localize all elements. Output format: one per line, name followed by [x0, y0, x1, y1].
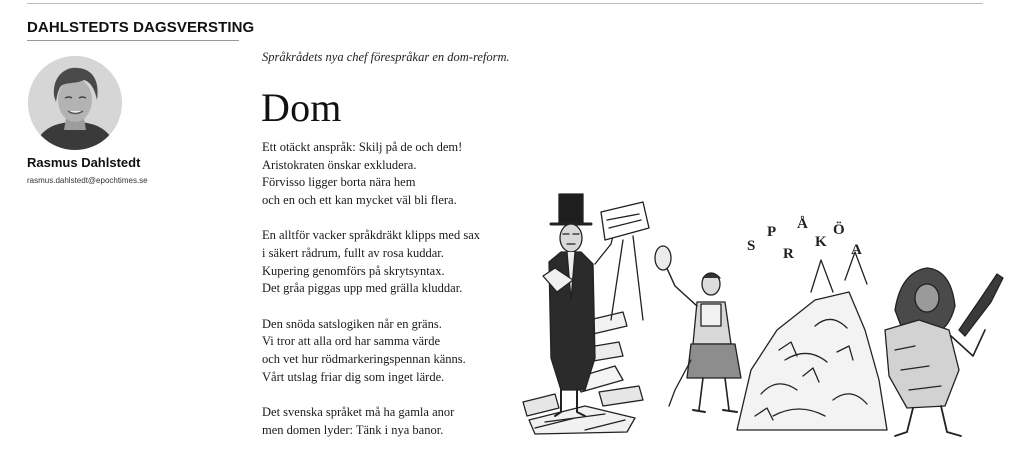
stanza	[262, 404, 512, 439]
poem-line: Vi tror att alla ord har samma värde	[262, 334, 440, 349]
author-avatar	[28, 56, 122, 150]
poem-line: och vet hur rödmarkeringspennan känns.	[262, 351, 466, 366]
top-rule	[27, 3, 983, 4]
top-hat	[559, 194, 583, 224]
poem-line: Ett otäckt anspråk: Skilj på de och dem!	[262, 140, 463, 154]
flying-letter: Å	[797, 216, 808, 232]
poem-line: Det svenska språket må ha gamla anor	[262, 405, 455, 420]
poem-line: Vårt utslag friar dig som inget lärde.	[262, 369, 445, 384]
poem-line: men domen lyder: Tänk i nya banor.	[262, 422, 444, 437]
stanza	[262, 316, 512, 386]
illustration	[515, 180, 1010, 442]
stanza	[262, 227, 512, 297]
poem-line: i säkert rådrum, fullt av rosa kuddar.	[262, 245, 444, 260]
article-title: Dom	[261, 85, 342, 130]
flying-letter: A	[851, 242, 862, 258]
poem-line: Kupering genomförs på skrytsyntax.	[262, 263, 445, 278]
flying-letter: K	[815, 234, 827, 250]
article-lede: Språkrådets nya chef förespråkar en dom-reform.	[262, 50, 510, 64]
column-title-rule	[27, 40, 239, 41]
poem-line: En alltför vacker språkdräkt klipps med sax	[262, 228, 480, 243]
author-name: Rasmus Dahlstedt	[27, 155, 141, 170]
poem-line: Det gråa piggas upp med grälla kluddar.	[262, 281, 463, 296]
poem	[262, 139, 512, 457]
poem-line: och en och ett kan mycket väl bli flera.	[262, 192, 457, 207]
poem-line: Den snöda satslogiken når en gräns.	[262, 316, 442, 331]
column-title: DAHLSTEDTS DAGSVERSTING	[27, 19, 255, 36]
poem-line: Aristokraten önskar exkludera.	[262, 157, 417, 172]
flying-letter: P	[767, 224, 777, 240]
poem-line: Förvisso ligger borta nära hem	[262, 175, 416, 190]
flying-letter: R	[783, 246, 794, 262]
flying-letter: S	[747, 238, 756, 254]
author-email[interactable]: rasmus.dahlstedt@epochtimes.se	[27, 176, 148, 185]
flying-letter: Ö	[833, 222, 845, 238]
stanza	[262, 139, 512, 209]
